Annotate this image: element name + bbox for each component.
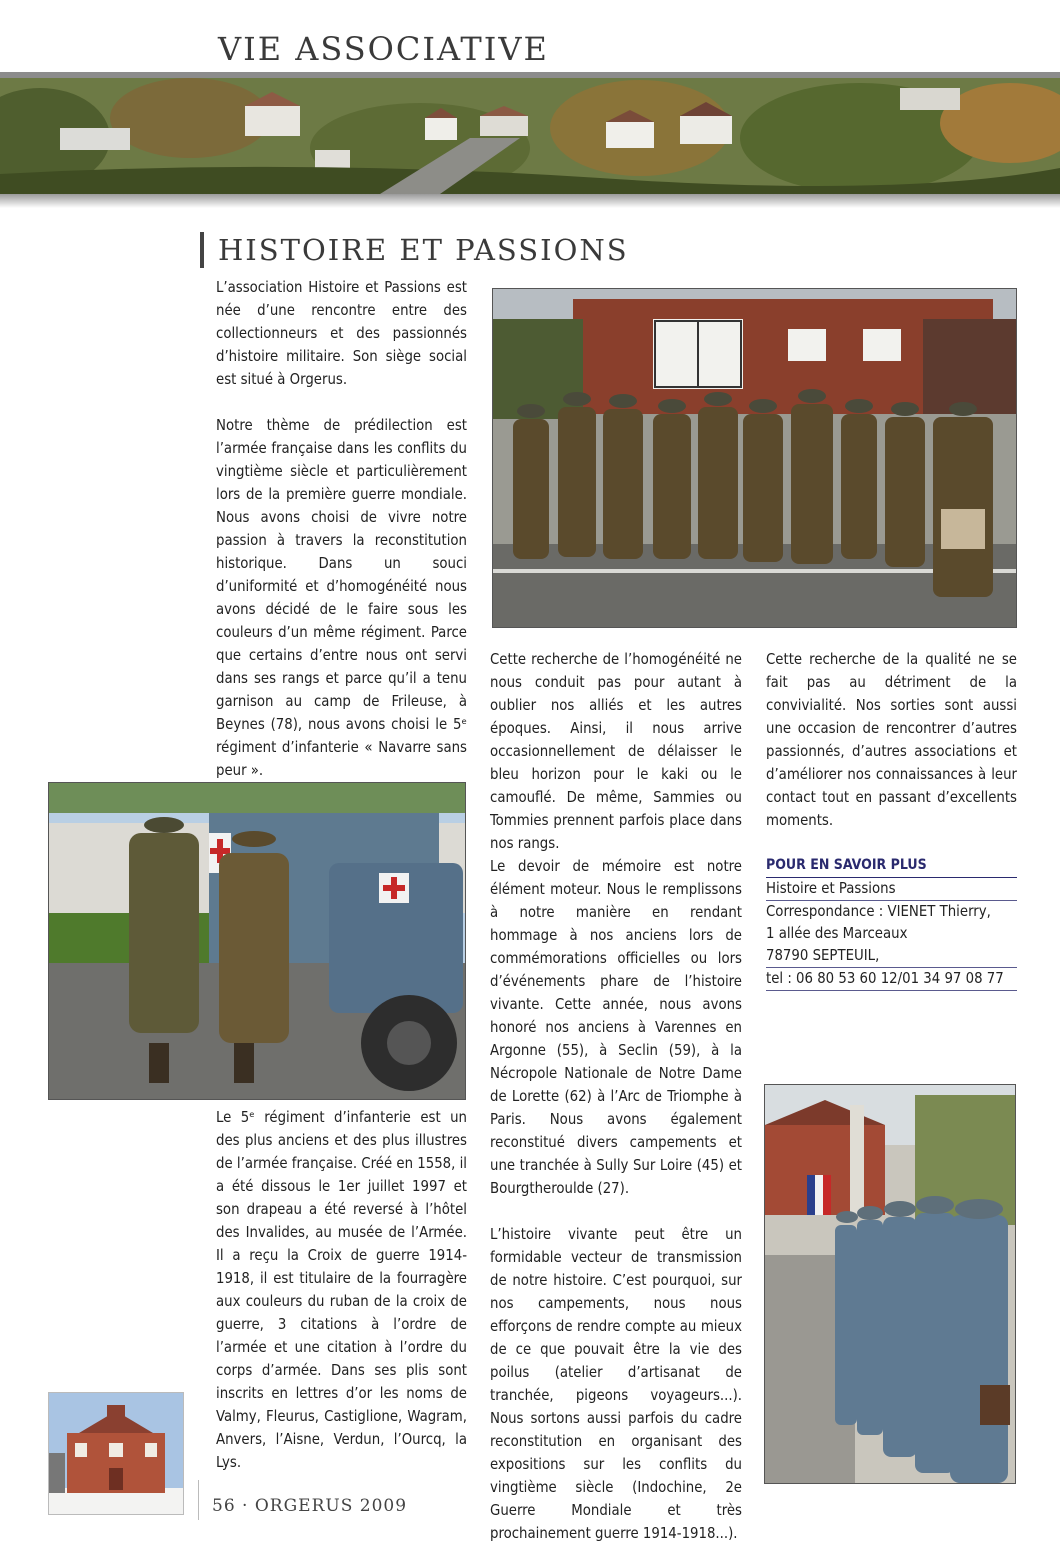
info-city: 78790 SEPTEUIL, [766,945,1017,968]
section-title: VIE ASSOCIATIVE [218,30,549,68]
page-footer: 56 · ORGERUS 2009 [212,1496,408,1516]
article-column-1 [216,276,467,782]
article-title: HISTOIRE ET PASSIONS [200,232,629,268]
article-paragraph: L’association Histoire et Passions est née d’une rencontre entre des collectionneurs et des passionnés d’histoire militaire. Son siège social est situé à Orgerus. [216,279,467,388]
article-paragraph: Le devoir de mémoire est notre élément moteur. Nous le remplissons à notre manière en rendant hommage à nos anciens lors de commémorations officielles ou lors d’événements phare de l’histoire vivante. Cette année, nous avons honoré nos anciens à Varennes en Argonne (55), à Seclin (59), à la Nécropole Nationale de Notre Dame de Lorette (62) à l’Arc de Triomphe à Paris. Nous avons également reconstitué divers campements et une tranchée à Sully Sur Loire (45) et Bourgtheroulde (27). [490,858,742,1197]
article-paragraph: Cette recherche de l’homogénéité ne nous conduit pas pour autant à oublier nos alliés et les autres époques. Ainsi, il nous arrive occasionnellement de délaisser le bleu horizon pour le kaki ou le camouflé. De même, Sammies ou Tommies prennent parfois place dans nos rangs. [490,651,742,852]
info-street: 1 allée des Marceaux [766,925,908,942]
footer-divider [198,1480,199,1520]
info-heading: POUR EN SAVOIR PLUS [766,854,1017,878]
article-column-3 [766,648,1017,832]
article-paragraph: Notre thème de prédilection est l’armée française dans les conflits du vingtième siècle et particulièrement lors de la première guerre mondiale. Nous avons choisi de vivre notre passion à travers la reconstitution historique. Dans un souci d’uniformité et d’homogénéité nous avons décidé de le faire sous les couleurs d’un même régiment. Parce que certains d’entre nous ont servi dans ses rangs et parce qu’il a tenu garnison au camp de Frileuse, à Beynes (78), nous avons choisi le 5ᵉ régiment d’infanterie « Navarre sans peur ». [216,417,467,779]
article-paragraph: Le 5ᵉ régiment d’infanterie est un des plus anciens et des plus illustres de l’armée française. Créé en 1558, il a été dissous le 1er juillet 1997 et son drapeau a été reversé à l’hôtel des Invalides, au musée de l’Armée. Il a reçu la Croix de guerre 1914-1918, il est titulaire de la fourragère aux couleurs du ruban de la croix de guerre, 3 citations à l’ordre de l’armée et une citation à l’ordre du corps d’armée. Dans ses plis sont inscrits en lettres d’or les noms de Valmy, Fleurus, Castiglione, Wagram, Anvers, l’Aisne, Verdun, l’Ourcq, la Lys. [216,1109,467,1471]
photo-soldiers-horizon-blue [764,1084,1016,1484]
aerial-village-banner [0,72,1060,194]
article-paragraph: L’histoire vivante peut être un formidable vecteur de transmission de notre histoire. C’est pourquoi, sur nos campements, nous nous efforçons de rendre compte au mieux de ce que pouvait être la vie des poilus (atelier d’artisanat de tranchée, pigeons voyageurs...). Nous sortons aussi parfois du cadre reconstitution en organisant des expositions sur les conflits du vingtième siècle (Indochine, 2e Guerre Mondiale et très prochainement guerre 1914-1918...). [490,1226,742,1542]
article-paragraph: Cette recherche de la qualité ne se fait pas au détriment de la convivialité. Nos sorties sont aussi une occasion de rencontrer d’autres passionnés, d’autres associations et d’améliorer nos connaissances à leur contact tout en passant d’excellents moments. [766,651,1017,829]
banner-shadow [0,194,1060,208]
article-column-1b [216,1106,467,1474]
photo-town-hall-thumbnail [48,1392,184,1515]
info-phone: tel : 06 80 53 60 12/01 34 97 08 77 [766,968,1017,991]
article-column-2 [490,648,742,1545]
info-box [766,854,1017,991]
photo-soldiers-ambulance [48,782,466,1100]
photo-soldiers-group [492,288,1017,628]
info-name: Histoire et Passions [766,878,1017,901]
info-contact: Correspondance : VIENET Thierry, [766,903,991,920]
